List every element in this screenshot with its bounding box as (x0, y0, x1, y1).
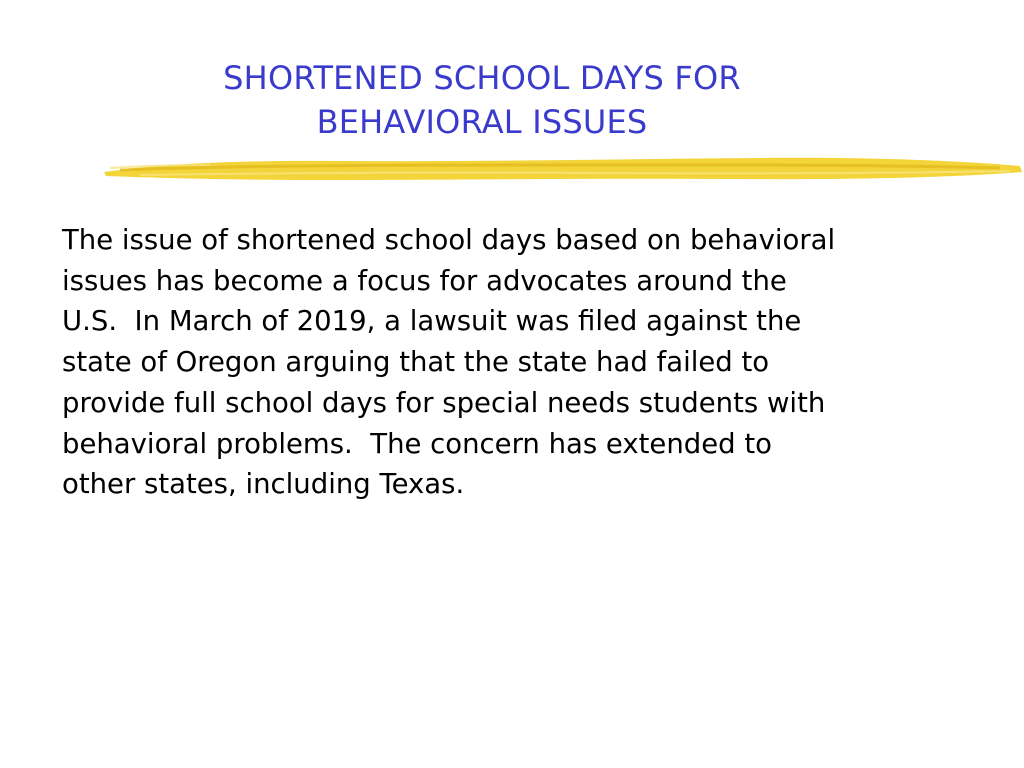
body-line: The issue of shortened school days based on behavioral (62, 224, 836, 256)
title-line-1: SHORTENED SCHOOL DAYS FOR (223, 59, 741, 97)
body-line: state of Oregon arguing that the state had failed to (62, 346, 770, 379)
slide-title (150, 56, 814, 144)
body-line: U.S. In March of 2019, a lawsuit was filed against the (62, 305, 802, 338)
body-line: behavioral problems. The concern has extended to (62, 427, 772, 460)
title-line-2: BEHAVIORAL ISSUES (316, 103, 648, 141)
body-line: other states, including Texas. (62, 468, 465, 501)
body-line: provide full school days for special needs students with (62, 386, 826, 419)
body-line: issues has become a focus for advocates around the (62, 264, 787, 297)
slide-body (62, 220, 982, 505)
title-underline-brushstroke (100, 150, 1024, 190)
